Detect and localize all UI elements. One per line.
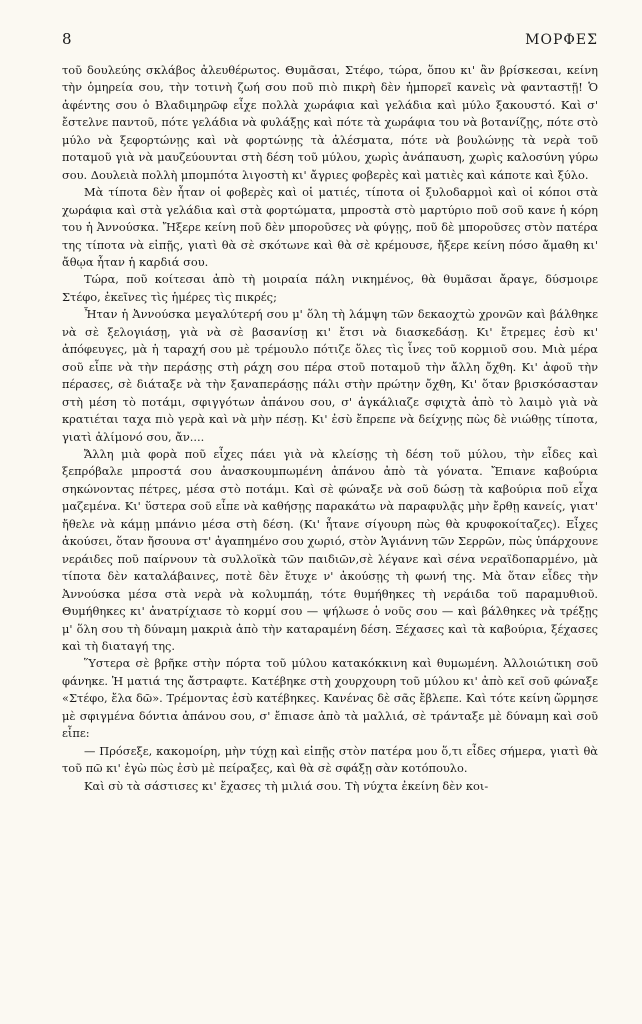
- paragraph: Ἦταν ἡ Ἀννούσκα μεγαλύτερή σου μ' ὅλη τὴ λάμψη τῶν δεκαοχτὼ χρονῶν καὶ βάλθηκε νὰ σὲ ξελογιάσῃ, γιὰ νὰ σὲ βασανίσῃ κι' ἔτσι νὰ διασκεδάσῃ. Κι' ἔτρεμες ἐσὺ κι' ἀπόφευγες, μὰ ἡ ταραχή σου μὲ τρέμουλο πότιζε ὅλες τὶς ἶνες τοῦ κορμιοῦ σου. Μιὰ μέρα σοῦ εἶπε νὰ τὴν περάσῃς στὴ ράχη σου πέρα στοῦ ποταμοῦ τὴν ἄλλη ὄχθη. Κι' ἀφοῦ τὴν πέρασες, σὲ διάταξε νὰ τὴν ξαναπεράσῃς πάλι στὴν πρώτην ὄχθη, Κι' ὅταν βρισκόσασταν στὴ μέση τὸ ποτάμι, σφιγγότων ἀπάνου σου, σ' ἀγκάλιαζε σφιχτὰ ἀπὸ τὸ λαιμὸ γιὰ νὰ κρατιέται ταχα πιὸ γερὰ καὶ νὰ μὴν πέσῃ. Κι' ἐσὺ ἔπρεπε νὰ δείχνῃς πὼς δὲ νιώθῃς τίποτα, γιατὶ ἀλίμονό σου, ἄν....: [62, 307, 598, 444]
- paragraph: Καὶ σὺ τὰ σάστισες κι' ἔχασες τὴ μιλιά σου. Τὴ νύχτα ἐκείνη δὲν κοι-: [84, 778, 489, 793]
- paragraph: Τώρα, ποῦ κοίτεσαι ἀπὸ τὴ μοιραία πάλη νικημένος, θὰ θυμᾶσαι ἄραγε, δύσμοιρε Στέφο, ἐκεῖνες τὶς ἡμέρες τὶς πικρές;: [62, 272, 598, 304]
- page-number: 8: [62, 30, 72, 48]
- paragraph: Ἄλλη μιὰ φορὰ ποῦ εἶχες πάει γιὰ νὰ κλείσῃς τὴ δέση τοῦ μύλου, τὴν εἶδες καὶ ξεπρόβαλε μπροστά σου ἀνασκουμπωμένη ἀπάνου ἀπὸ τὰ γόνατα. Ἔπιανε καβούρια σηκώνοντας πέτρες, μέσα στὸ ποτάμι. Καὶ σὲ φώναξε νὰ σοῦ δώσῃ τὰ καβούρια ποῦ εἶχα μαζεμένα. Κι' ὕστερα σοῦ εἶπε νὰ καθήσῃς παρακάτω νὰ παραφυλᾷς μὴν ἔρθῃ κανείς, γιατ' ἤθελε νὰ κάμῃ μπάνιο μέσα στὴ δέση. (Κι' ἦτανε σίγουρη πὼς θὰ κρυφοκοίταζες). Εἶχες ἀκούσει, ὅταν ἤσουνα στ' ἀγαπημένο σου χωριό, στὸν Ἁγιάννη τῶν Σερρῶν, πὼς ὑπάρχουνε νεράιδες ποῦ παίρνουν τὰ συλλοϊκὰ τῶν παιδιῶν,σὲ λέγανε καὶ σένα νεραϊδοπαρμένο, μὰ τίποτα δὲν καταλάβαινες, ποτὲ δὲν ἔτυχε ν' ἀκούσῃς τὴ φωνή της. Μὰ ὅταν εἶδες τὴν Ἀννούσκα μέσα στὰ νερὰ νὰ κολυμπάῃ, τότε θυμήθηκες τὴ νεράιδα τοῦ παραμυθιοῦ. Θυμήθηκες κι' ἀνατρίχιασε τὸ κορμί σου — ψήλωσε ὁ νοῦς σου — καὶ βάλθηκες νὰ τρέξῃς μ' ὅλη σου τὴ δύναμη μακριὰ ἀπὸ τὴν καταραμένη δέση. Ξέχασες καὶ τὰ καβούρια, ξέχασες καὶ τὴ διαταγή της.: [62, 446, 598, 653]
- running-title: ΜΟΡΦΕΣ: [525, 32, 598, 48]
- page-header: [62, 30, 598, 52]
- paragraph: τοῦ δουλεύης σκλάβος ἀλευθέρωτος. Θυμᾶσαι, Στέφο, τώρα, ὅπου κι' ἂν βρίσκεσαι, κείνη τὴν ὁμηρεία σου, τὴν τοτινὴ ζωή σου ποῦ πιὸ πικρὴ δὲν ἠμπορεῖ κανεὶς νὰ φανταστῇ! Ὁ ἀφέντης σου ὁ Βλαδιμηρῶφ εἶχε πολλὰ χωράφια καὶ γελάδια καὶ μύλο ξακουστό. Καὶ σ' ἔστελνε παντοῦ, πότε γελάδια νὰ φυλάξῃς καὶ πότε τὰ χωράφια του νὰ βοτανίζῃς, πότε στὸ μύλο νὰ ξεφορτώνῃς καὶ νὰ φορτώνῃς τὰ ἀλέσματα, πότε νὰ βουλώνῃς τὰ νερὰ τοῦ ποταμοῦ γιὰ νὰ μαυζεύουνται στὴ δέση τοῦ μύλου, χωρὶς ἀνάπαυση, χωρὶς καλοσύνη γύρω σου. Δουλειὰ πολλὴ μπομπότα λιγοστὴ κι' ἄγριες φοβερὲς καὶ ματιὲς καὶ κάποτε καὶ ξύλο.: [62, 63, 598, 182]
- paragraph: Μὰ τίποτα δὲν ἦταν οἱ φοβερὲς καὶ οἱ ματιές, τίποτα οἱ ξυλοδαρμοὶ καὶ οἱ κόποι στὰ χωράφια καὶ στὰ γελάδια καὶ στὰ φορτώματα, μπροστὰ στὸ μαρτύριο ποῦ σοῦ κανε ἡ κόρη του ἡ Ἀννούσκα. Ἤξερε κείνη ποῦ δὲν μποροῦσες νὰ φύγῃς, ποῦ δὲ μποροῦσες στὸν πατέρα της τίποτα νὰ εἰπῇς, γιατὶ θὰ σὲ σκότωνε καὶ θὰ σὲ κρέμουσε, ἤξερε κείνη πόσο ἄμαθη κι' ἄθῳα ἦταν ἡ καρδιά σου.: [62, 185, 598, 269]
- paragraph: — Πρόσεξε, κακομοίρη, μὴν τύχῃ καὶ εἰπῇς στὸν πατέρα μου ὅ,τι εἶδες σήμερα, γιατὶ θὰ τοῦ πῶ κι' ἐγὼ πὼς ἐσὺ μὲ πείραξες, καὶ θὰ σὲ σφάξῃ σὰν κοτόπουλο.: [62, 743, 598, 776]
- body-text: [62, 62, 598, 795]
- paragraph: Ὕστερα σὲ βρῆκε στὴν πόρτα τοῦ μύλου κατακόκκινη καὶ θυμωμένη. Ἀλλοιώτικη σοῦ φάνηκε. Ἡ ματιά της ἄστραφτε. Κατέβηκε στὴ χουρχουρη τοῦ μύλου κι' ἀπὸ κεῖ σοῦ φώναξε «Στέφο, ἔλα δῶ». Τρέμοντας ἐσὺ κατέβηκες. Κανένας δὲ σᾶς ἔβλεπε. Καὶ τότε κείνη ὥρμησε μὲ σφιγμένα δόντια ἀπάνου σου, σ' ἔπιασε ἀπὸ τὰ μαλλιά, σὲ τράνταξε μὲ δύναμη καὶ σοῦ εἶπε:: [62, 656, 598, 741]
